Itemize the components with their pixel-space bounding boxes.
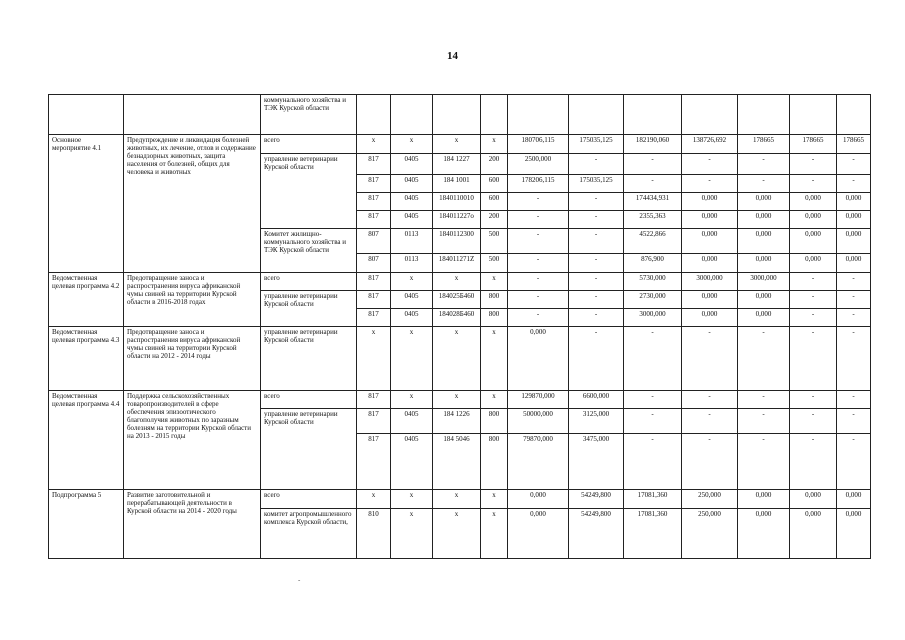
value-cell: 0,000: [508, 509, 569, 559]
value-cell: -: [682, 434, 738, 490]
vr-cell: 800: [481, 409, 508, 434]
value-cell: [569, 95, 624, 135]
value-cell: -: [508, 309, 569, 327]
value-cell: -: [508, 193, 569, 211]
value-cell: 0,000: [738, 211, 790, 229]
value-cell: 175035,125: [569, 175, 624, 193]
value-cell: 0,000: [682, 193, 738, 211]
rz-pr-cell: х: [391, 391, 433, 409]
value-cell: 3000,000: [738, 273, 790, 291]
value-cell: -: [508, 291, 569, 309]
value-cell: -: [569, 291, 624, 309]
value-cell: -: [624, 409, 682, 434]
value-cell: 0,000: [682, 254, 738, 273]
value-cell: 178665: [738, 135, 790, 154]
value-cell: -: [569, 273, 624, 291]
value-cell: 2730,000: [624, 291, 682, 309]
value-cell: [391, 95, 433, 135]
program-status-cell: Ведомственная целевая программа 4.2: [49, 273, 124, 327]
value-cell: 3000,000: [682, 273, 738, 291]
rz-pr-cell: 0405: [391, 175, 433, 193]
value-cell: -: [837, 434, 871, 490]
value-cell: -: [790, 434, 837, 490]
rz-pr-cell: х: [391, 490, 433, 509]
vr-cell: х: [481, 391, 508, 409]
value-cell: -: [508, 229, 569, 254]
executor-cell: управление ветеринарии Курской области: [261, 291, 357, 327]
executor-cell: всего: [261, 391, 357, 409]
value-cell: -: [682, 391, 738, 409]
vr-cell: 200: [481, 211, 508, 229]
rz-pr-cell: х: [391, 509, 433, 559]
csr-cell: х: [433, 509, 481, 559]
value-cell: -: [738, 175, 790, 193]
value-cell: -: [569, 211, 624, 229]
value-cell: -: [790, 391, 837, 409]
value-cell: 54249,800: [569, 490, 624, 509]
executor-cell: управление ветеринарии Курской области: [261, 154, 357, 229]
program-name-cell: Предотвращение заноса и распространения вируса африканской чумы свиней на территории Курской области в 2016-2018 годах: [124, 273, 261, 327]
value-cell: -: [738, 154, 790, 175]
csr-cell: х: [433, 327, 481, 391]
value-cell: 180706,115: [508, 135, 569, 154]
value-cell: 79870,000: [508, 434, 569, 490]
value-cell: [508, 95, 569, 135]
value-cell: 0,000: [790, 211, 837, 229]
vr-cell: 200: [481, 154, 508, 175]
vr-cell: х: [481, 509, 508, 559]
value-cell: 0,000: [837, 509, 871, 559]
value-cell: 0,000: [738, 509, 790, 559]
vr-cell: 800: [481, 291, 508, 309]
value-cell: -: [682, 175, 738, 193]
grbs-cell: 807: [357, 254, 391, 273]
value-cell: 250,000: [682, 490, 738, 509]
value-cell: 0,000: [790, 229, 837, 254]
value-cell: 129870,000: [508, 391, 569, 409]
value-cell: 0,000: [508, 327, 569, 391]
value-cell: -: [569, 154, 624, 175]
value-cell: -: [508, 254, 569, 273]
value-cell: -: [569, 309, 624, 327]
value-cell: 178665: [790, 135, 837, 154]
value-cell: 0,000: [837, 229, 871, 254]
executor-cell: комитет агропромышленного комплекса Курской области,: [261, 509, 357, 559]
executor-cell: всего: [261, 135, 357, 154]
csr-cell: 184 5046: [433, 434, 481, 490]
csr-cell: 184025Б460: [433, 291, 481, 309]
value-cell: [433, 95, 481, 135]
value-cell: 182190,060: [624, 135, 682, 154]
csr-cell: 1840110010: [433, 193, 481, 211]
value-cell: -: [837, 154, 871, 175]
value-cell: -: [682, 154, 738, 175]
value-cell: -: [837, 273, 871, 291]
vr-cell: 600: [481, 175, 508, 193]
grbs-cell: 817: [357, 154, 391, 175]
grbs-cell: х: [357, 327, 391, 391]
grbs-cell: 817: [357, 291, 391, 309]
program-status-cell: Подпрограмма 5: [49, 490, 124, 559]
csr-cell: 184028Б460: [433, 309, 481, 327]
value-cell: 0,000: [682, 211, 738, 229]
value-cell: 0,000: [790, 509, 837, 559]
value-cell: 3125,000: [569, 409, 624, 434]
vr-cell: 500: [481, 229, 508, 254]
rz-pr-cell: 0405: [391, 434, 433, 490]
value-cell: -: [790, 291, 837, 309]
value-cell: -: [569, 193, 624, 211]
executor-cell: управление ветеринарии Курской области: [261, 327, 357, 391]
csr-cell: 184 1226: [433, 409, 481, 434]
value-cell: [790, 95, 837, 135]
csr-cell: х: [433, 135, 481, 154]
value-cell: -: [569, 327, 624, 391]
value-cell: 138726,692: [682, 135, 738, 154]
csr-cell: х: [433, 391, 481, 409]
value-cell: -: [682, 327, 738, 391]
csr-cell: 184011227o: [433, 211, 481, 229]
value-cell: [357, 95, 391, 135]
vr-cell: х: [481, 273, 508, 291]
program-status-cell: Ведомственная целевая программа 4.4: [49, 391, 124, 490]
value-cell: 2500,000: [508, 154, 569, 175]
table-row: [49, 490, 871, 509]
name-cell: [124, 95, 261, 135]
value-cell: 175035,125: [569, 135, 624, 154]
grbs-cell: 817: [357, 273, 391, 291]
value-cell: 0,000: [738, 254, 790, 273]
value-cell: -: [837, 309, 871, 327]
value-cell: 0,000: [790, 254, 837, 273]
executor-cell: всего: [261, 490, 357, 509]
value-cell: 2355,363: [624, 211, 682, 229]
value-cell: 174434,931: [624, 193, 682, 211]
vr-cell: х: [481, 327, 508, 391]
rz-pr-cell: 0113: [391, 254, 433, 273]
value-cell: -: [569, 229, 624, 254]
value-cell: [837, 95, 871, 135]
program-name-cell: Предотвращение заноса и распространения вируса африканской чумы свиней на территории Курской области на 2012 - 2014 годы: [124, 327, 261, 391]
value-cell: -: [738, 409, 790, 434]
value-cell: 0,000: [682, 229, 738, 254]
grbs-cell: 817: [357, 434, 391, 490]
rz-pr-cell: 0405: [391, 154, 433, 175]
program-name-cell: Предупреждение и ликвидация болезней животных, их лечение, отлов и содержание безнадзорных животных, защита населения от болезней, общих для человека и животных: [124, 135, 261, 273]
value-cell: [682, 95, 738, 135]
csr-cell: 184011271Z: [433, 254, 481, 273]
value-cell: -: [790, 309, 837, 327]
csr-cell: х: [433, 273, 481, 291]
rz-pr-cell: 0405: [391, 193, 433, 211]
value-cell: 178665: [837, 135, 871, 154]
value-cell: 0,000: [738, 229, 790, 254]
value-cell: 4522,866: [624, 229, 682, 254]
value-cell: 17081,360: [624, 509, 682, 559]
rz-pr-cell: 0405: [391, 409, 433, 434]
table-row: [49, 95, 871, 135]
executor-cell: коммунального хозяйства и ТЭК Курской области: [261, 95, 357, 135]
vr-cell: 800: [481, 434, 508, 490]
value-cell: 0,000: [682, 309, 738, 327]
grbs-cell: 817: [357, 391, 391, 409]
table-row: [49, 327, 871, 391]
value-cell: 0,000: [837, 254, 871, 273]
value-cell: [481, 95, 508, 135]
page-number: 14: [447, 50, 458, 62]
value-cell: 0,000: [738, 490, 790, 509]
csr-cell: 184 1001: [433, 175, 481, 193]
value-cell: -: [624, 327, 682, 391]
value-cell: -: [790, 154, 837, 175]
value-cell: -: [738, 434, 790, 490]
grbs-cell: 817: [357, 309, 391, 327]
value-cell: 3475,000: [569, 434, 624, 490]
executor-cell: всего: [261, 273, 357, 291]
value-cell: -: [569, 254, 624, 273]
csr-cell: х: [433, 490, 481, 509]
executor-cell: Комитет жилищно-коммунального хозяйства и ТЭК Курской области: [261, 229, 357, 273]
program-name-cell: Развитие заготовительной и перерабатывающей деятельности в Курской области на 2014 - 2020 годы: [124, 490, 261, 559]
value-cell: 0,000: [508, 490, 569, 509]
grbs-cell: 817: [357, 409, 391, 434]
value-cell: 0,000: [837, 490, 871, 509]
vr-cell: 600: [481, 193, 508, 211]
value-cell: -: [738, 327, 790, 391]
budget-table: [48, 94, 871, 559]
value-cell: -: [837, 327, 871, 391]
csr-cell: 1840112300: [433, 229, 481, 254]
value-cell: 0,000: [790, 193, 837, 211]
value-cell: 0,000: [738, 291, 790, 309]
value-cell: -: [508, 273, 569, 291]
value-cell: -: [790, 409, 837, 434]
value-cell: 250,000: [682, 509, 738, 559]
rz-pr-cell: 0405: [391, 291, 433, 309]
value-cell: -: [837, 291, 871, 309]
value-cell: 50000,000: [508, 409, 569, 434]
value-cell: 6600,000: [569, 391, 624, 409]
value-cell: 0,000: [790, 490, 837, 509]
program-status-cell: Ведомственная целевая программа 4.3: [49, 327, 124, 391]
program-name-cell: Поддержка сельскохозяйственных товаропроизводителей в сфере обеспечения эпизоотического благополучия животных по заразным болезням на территории Курской области на 2013 - 2015 годы: [124, 391, 261, 490]
value-cell: -: [682, 409, 738, 434]
rz-pr-cell: х: [391, 135, 433, 154]
value-cell: -: [624, 154, 682, 175]
table-row: [49, 273, 871, 291]
vr-cell: 800: [481, 309, 508, 327]
value-cell: -: [837, 391, 871, 409]
csr-cell: 184 1227: [433, 154, 481, 175]
rz-pr-cell: х: [391, 273, 433, 291]
value-cell: -: [837, 409, 871, 434]
value-cell: 3000,000: [624, 309, 682, 327]
rz-pr-cell: 0405: [391, 211, 433, 229]
value-cell: 0,000: [837, 211, 871, 229]
value-cell: -: [790, 175, 837, 193]
value-cell: -: [508, 211, 569, 229]
grbs-cell: 810: [357, 509, 391, 559]
program-status-cell: Основное мероприятие 4.1: [49, 135, 124, 273]
value-cell: 0,000: [738, 193, 790, 211]
value-cell: [624, 95, 682, 135]
vr-cell: х: [481, 490, 508, 509]
grbs-cell: х: [357, 135, 391, 154]
value-cell: 178206,115: [508, 175, 569, 193]
grbs-cell: 817: [357, 193, 391, 211]
table-row: [49, 135, 871, 154]
table-row: [49, 391, 871, 409]
rz-pr-cell: 0113: [391, 229, 433, 254]
value-cell: 17081,360: [624, 490, 682, 509]
value-cell: 54249,800: [569, 509, 624, 559]
rz-pr-cell: х: [391, 327, 433, 391]
grbs-cell: 807: [357, 229, 391, 254]
value-cell: [738, 95, 790, 135]
rz-pr-cell: 0405: [391, 309, 433, 327]
vr-cell: 500: [481, 254, 508, 273]
footer-mark: -: [298, 576, 301, 584]
vr-cell: х: [481, 135, 508, 154]
value-cell: -: [790, 273, 837, 291]
grbs-cell: х: [357, 490, 391, 509]
value-cell: -: [624, 391, 682, 409]
value-cell: 0,000: [682, 291, 738, 309]
value-cell: 5730,000: [624, 273, 682, 291]
value-cell: -: [624, 175, 682, 193]
status-cell: [49, 95, 124, 135]
value-cell: 876,900: [624, 254, 682, 273]
executor-cell: управление ветеринарии Курской области: [261, 409, 357, 490]
grbs-cell: 817: [357, 175, 391, 193]
value-cell: -: [790, 327, 837, 391]
value-cell: 0,000: [738, 309, 790, 327]
grbs-cell: 817: [357, 211, 391, 229]
value-cell: -: [738, 391, 790, 409]
value-cell: -: [624, 434, 682, 490]
value-cell: -: [837, 175, 871, 193]
value-cell: 0,000: [837, 193, 871, 211]
